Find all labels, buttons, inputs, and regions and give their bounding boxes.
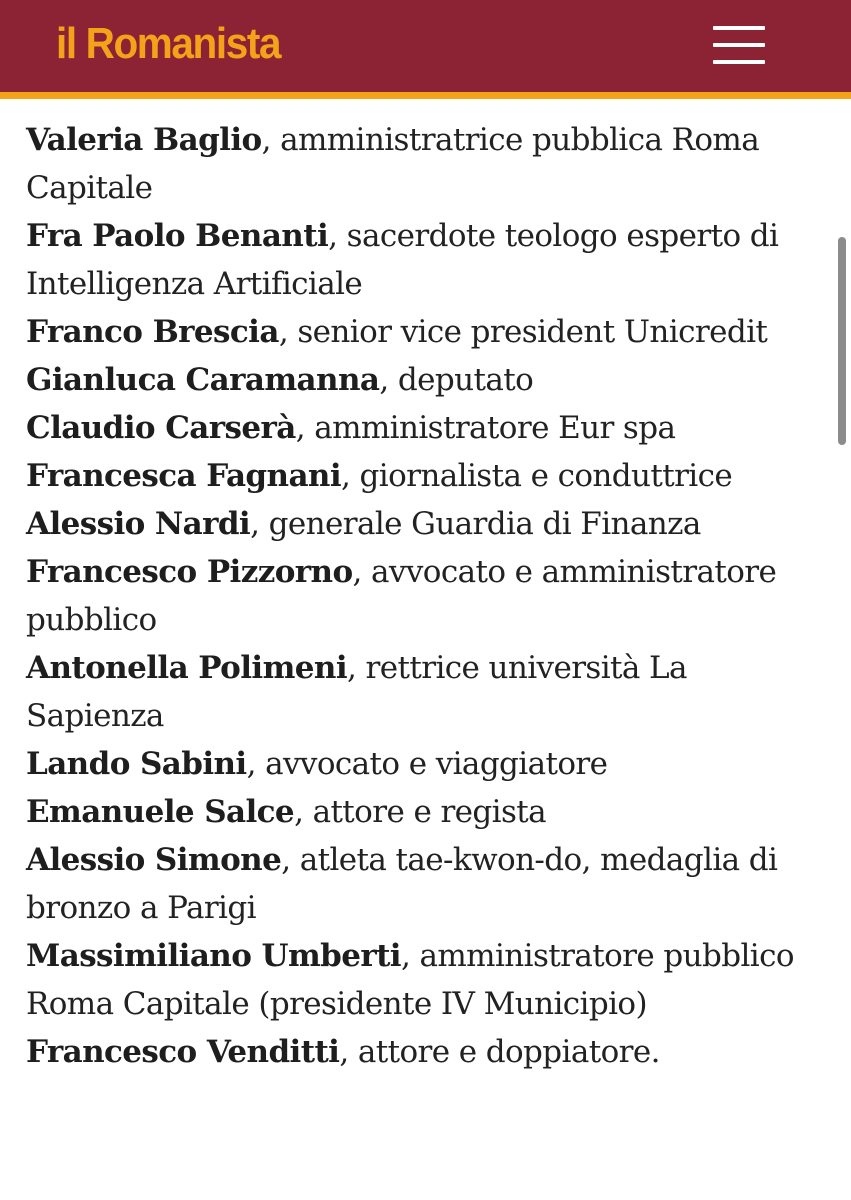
menu-bar-middle — [713, 43, 765, 47]
header-accent-line — [0, 92, 851, 99]
person-name: Gianluca Caramanna — [26, 362, 380, 398]
person-name: Antonella Polimeni — [26, 650, 348, 686]
menu-bar-bottom — [713, 60, 765, 64]
list-item — [26, 212, 821, 308]
list-item — [26, 356, 821, 404]
list-item — [26, 740, 821, 788]
person-name: Claudio Carserà — [26, 410, 296, 446]
list-item — [26, 500, 821, 548]
article-body — [26, 116, 821, 1076]
person-role: , sacerdote teologo esperto di Intelligenza Artificiale — [26, 218, 779, 302]
person-role: , attore e doppiatore. — [339, 1034, 660, 1070]
person-role: , amministratore Eur spa — [295, 410, 676, 446]
person-name: Fra Paolo Benanti — [26, 218, 329, 254]
person-role: , avvocato e viaggiatore — [246, 746, 608, 782]
person-role: , amministratore pubblico Roma Capitale (presidente IV Municipio) — [26, 938, 794, 1022]
person-name: Francesco Pizzorno — [26, 554, 353, 590]
list-item — [26, 452, 821, 500]
person-role: , atleta tae-kwon-do, medaglia di bronzo a Parigi — [26, 842, 778, 926]
person-name: Franco Brescia — [26, 314, 279, 350]
list-item — [26, 644, 821, 740]
list-item — [26, 788, 821, 836]
list-item — [26, 836, 821, 932]
person-role: , generale Guardia di Finanza — [250, 506, 701, 542]
person-role: , amministratrice pubblica Roma Capitale — [26, 122, 760, 206]
person-name: Emanuele Salce — [26, 794, 295, 830]
list-item — [26, 308, 821, 356]
list-item — [26, 548, 821, 644]
person-role: , deputato — [379, 362, 534, 398]
person-name: Alessio Nardi — [26, 506, 251, 542]
site-logo[interactable]: il Romanista — [56, 19, 281, 68]
person-role: , attore e regista — [294, 794, 547, 830]
hamburger-menu-icon[interactable] — [705, 22, 771, 70]
list-item — [26, 404, 821, 452]
site-header — [0, 0, 851, 92]
list-item — [26, 932, 821, 1028]
person-name: Alessio Simone — [26, 842, 282, 878]
person-role: , rettrice università La Sapienza — [26, 650, 687, 734]
list-item — [26, 1028, 821, 1076]
person-role: , avvocato e amministratore pubblico — [26, 554, 777, 638]
person-role: , senior vice president Unicredit — [278, 314, 768, 350]
list-item — [26, 116, 821, 212]
person-name: Massimiliano Umberti — [26, 938, 401, 974]
person-name: Valeria Baglio — [26, 122, 262, 158]
menu-bar-top — [713, 26, 765, 30]
person-role: , giornalista e conduttrice — [341, 458, 733, 494]
person-name: Francesco Venditti — [26, 1034, 340, 1070]
scrollbar-thumb[interactable] — [838, 237, 846, 445]
person-name: Francesca Fagnani — [26, 458, 342, 494]
person-name: Lando Sabini — [26, 746, 247, 782]
